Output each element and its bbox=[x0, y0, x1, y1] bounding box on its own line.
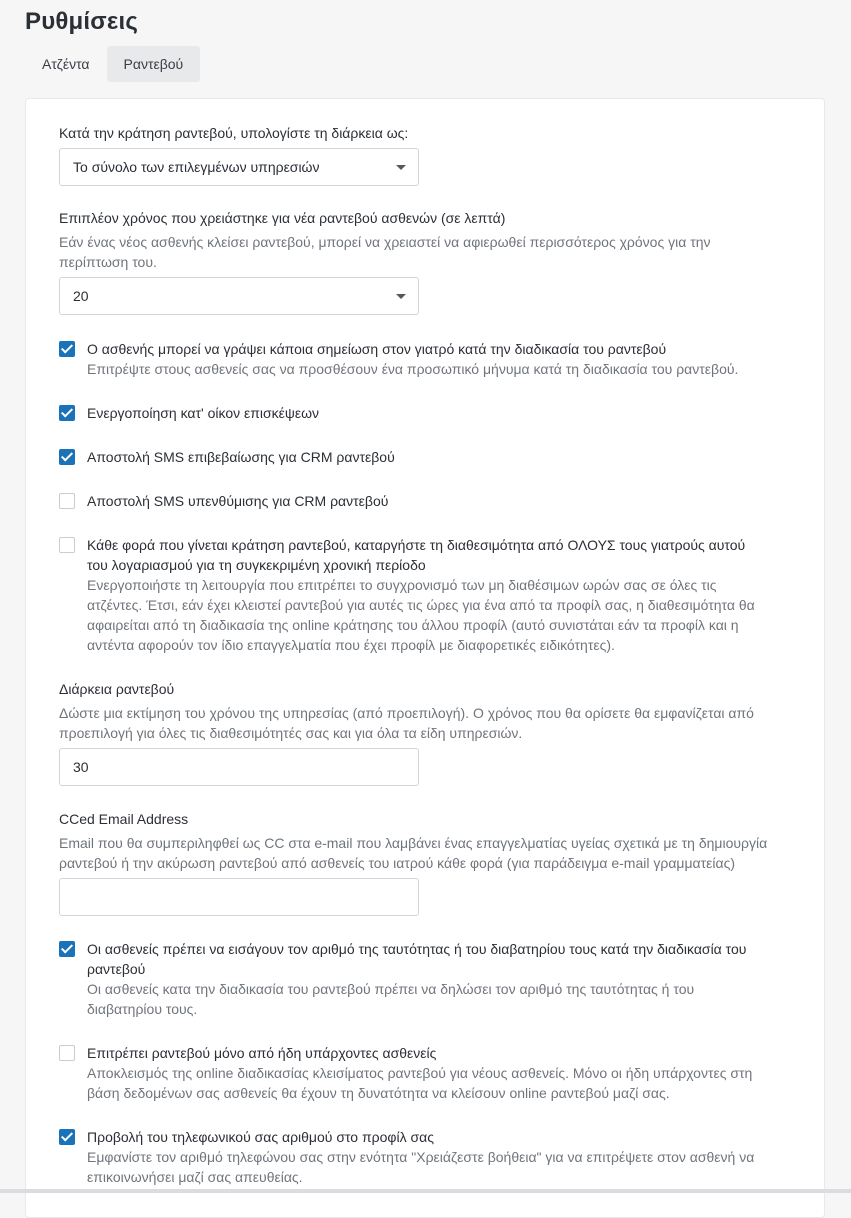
sync-availability-label-line1: Κάθε φορά που γίνεται κράτηση ραντεβού, καταργήστε τη διαθεσιμότητα από ΟΛΟΥΣ τους γιατρούς αυτού bbox=[87, 537, 746, 553]
cc-email-label: CCed Email Address bbox=[59, 811, 189, 827]
tab-appointments[interactable]: Ραντεβού bbox=[107, 46, 201, 82]
existing-only-help-line1: Αποκλεισμός της online διαδικασίας κλεισίματος ραντεβού για νέους ασθενείς. Μόνο οι ήδη υπάρχοντες στη bbox=[87, 1065, 753, 1081]
sms-confirm-label: Αποστολή SMS επιβεβαίωσης για CRM ραντεβού bbox=[87, 449, 395, 465]
show-phone-help-line2: επικοινωνήσει μαζί σας απευθείας. bbox=[87, 1169, 303, 1185]
show-phone-checkbox[interactable] bbox=[59, 1129, 75, 1145]
id-required-label-line1: Οι ασθενείς πρέπει να εισάγουν τον αριθμό της ταυτότητας ή του διαβατηρίου τους κατά την διαδικασία του bbox=[87, 941, 747, 957]
extra-time-select[interactable] bbox=[59, 277, 419, 315]
sync-availability-help-line1: Ενεργοποιήστε τη λειτουργία που επιτρέπει το συγχρονισμό των μη διαθέσιμων ωρών σας σε όλες τις bbox=[87, 577, 717, 593]
tabs-bar bbox=[25, 46, 200, 82]
horizontal-scrollbar[interactable] bbox=[0, 1189, 851, 1193]
patient-note-label: Ο ασθενής μπορεί να γράψει κάποια σημείωση στον γιατρό κατά την διαδικασία του ραντεβού bbox=[87, 341, 667, 357]
duration-calc-label: Κατά την κράτηση ραντεβού, υπολογίστε τη διάρκεια ως: bbox=[59, 125, 409, 141]
home-visits-label: Ενεργοποίηση κατ' οίκον επισκέψεων bbox=[87, 405, 320, 421]
sms-reminder-checkbox[interactable] bbox=[59, 493, 75, 509]
duration-calc-value: Το σύνολο των επιλεγμένων υπηρεσιών bbox=[73, 159, 320, 175]
page-title: Ρυθμίσεις bbox=[25, 8, 139, 35]
sync-availability-help-line3: αφαιρείται από τη διαδικασία της online κράτησης του άλλου προφίλ (αυτό συνιστάται εάν τα προφίλ και η bbox=[87, 617, 739, 633]
id-required-label-line2: ραντεβού bbox=[87, 961, 146, 977]
existing-only-help-line2: βάση δεδομένων σας ασθενείς θα έχουν τη δυνατότητα να κλείσουν online ραντεβού μαζί σας. bbox=[87, 1085, 670, 1101]
sync-availability-option bbox=[59, 535, 797, 655]
appointment-duration-input[interactable] bbox=[59, 748, 419, 786]
sync-availability-help-line4: αντέντα αφορούν τον ίδιο επαγγελματία που έχει προφίλ με διαφορετικές ειδικότητες). bbox=[87, 637, 615, 653]
settings-card bbox=[25, 98, 825, 1218]
sync-availability-label-line2: του λογαριασμού για τη συγκεκριμένη χρονική περίοδο bbox=[87, 557, 426, 573]
patient-note-option bbox=[59, 339, 797, 379]
cc-email-help-line1: Email που θα συμπεριληφθεί ως CC στα e-mail που λαμβάνει ένας επαγγελματίας υγείας σχετικά με τη δημιουργία bbox=[59, 835, 768, 851]
appointment-duration-help-line2: προεπιλογή για όλες τις διαθεσιμότητές σας και για όλα τα είδη υπηρεσιών. bbox=[59, 725, 523, 741]
id-required-help-line2: διαβατηρίου τους. bbox=[87, 1001, 198, 1017]
existing-only-label: Επιτρέπει ραντεβού μόνο από ήδη υπάρχοντες ασθενείς bbox=[87, 1045, 437, 1061]
extra-time-help-line2: περίπτωση του. bbox=[59, 254, 157, 270]
sms-confirm-option bbox=[59, 447, 797, 467]
sms-reminder-option bbox=[59, 491, 797, 511]
existing-only-checkbox[interactable] bbox=[59, 1045, 75, 1061]
show-phone-help-line1: Εμφανίστε τον αριθμό τηλεφώνου σας στην ενότητα "Χρειάζεστε βοήθεια" για να επιτρέψετε στον ασθενή να bbox=[87, 1149, 755, 1165]
sms-confirm-checkbox[interactable] bbox=[59, 449, 75, 465]
home-visits-checkbox[interactable] bbox=[59, 405, 75, 421]
appointment-duration-help-line1: Δώστε μια εκτίμηση του χρόνου της υπηρεσίας (από προεπιλογή). Ο χρόνος που θα ορίσετε θα εμφανίζεται από bbox=[59, 705, 754, 721]
appointment-duration-label: Διάρκεια ραντεβού bbox=[59, 681, 175, 697]
show-phone-option bbox=[59, 1127, 797, 1187]
patient-note-help: Επιτρέψτε στους ασθενείς σας να προσθέσουν ένα προσωπικό μήνυμα κατά τη διαδικασία του ραντεβού. bbox=[87, 361, 739, 377]
show-phone-label: Προβολή του τηλεφωνικού σας αριθμού στο προφίλ σας bbox=[87, 1129, 434, 1145]
extra-time-value: 20 bbox=[73, 288, 89, 304]
duration-calc-select[interactable] bbox=[59, 148, 419, 186]
sync-availability-checkbox[interactable] bbox=[59, 537, 75, 553]
id-required-option bbox=[59, 939, 797, 1019]
sms-reminder-label: Αποστολή SMS υπενθύμισης για CRM ραντεβού bbox=[87, 493, 389, 509]
chevron-down-icon bbox=[396, 294, 406, 299]
id-required-help-line1: Οι ασθενείς κατα την διαδικασία του ραντεβού πρέπει να δηλώσει τον αριθμό της ταυτότητας ή του bbox=[87, 981, 695, 997]
cc-email-input[interactable] bbox=[59, 878, 419, 916]
tab-agenda[interactable]: Ατζέντα bbox=[42, 56, 90, 72]
extra-time-label: Επιπλέον χρόνος που χρειάστηκε για νέα ραντεβού ασθενών (σε λεπτά) bbox=[59, 210, 506, 226]
existing-only-option bbox=[59, 1043, 797, 1103]
chevron-down-icon bbox=[396, 165, 406, 170]
appointment-duration-value: 30 bbox=[73, 759, 89, 775]
extra-time-help-line1: Εάν ένας νέος ασθενής κλείσει ραντεβού, μπορεί να χρειαστεί να αφιερωθεί περισσότερος χρόνος για την bbox=[59, 234, 711, 250]
id-required-checkbox[interactable] bbox=[59, 941, 75, 957]
cc-email-help-line2: ραντεβού ή την ακύρωση ραντεβού από ασθενείς του ιατρού κάθε φορά (για παράδειγμα e-mail γραμματείας) bbox=[59, 855, 736, 871]
patient-note-checkbox[interactable] bbox=[59, 341, 75, 357]
home-visits-option bbox=[59, 403, 797, 423]
sync-availability-help-line2: ατζέντες. Έτσι, εάν έχει κλειστεί ραντεβού για αυτές τις ώρες για ένα από τα προφίλ σας, η διαθεσιμότητα θα bbox=[87, 597, 755, 613]
